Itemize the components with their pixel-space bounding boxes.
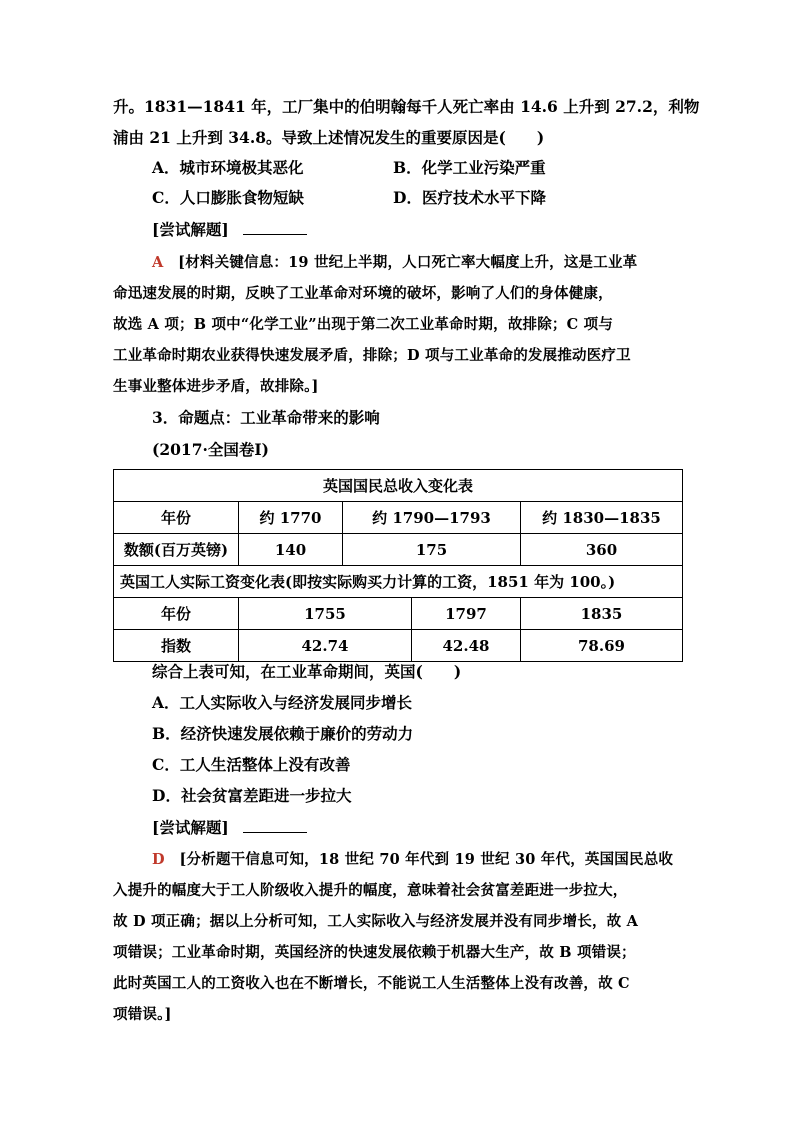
- q3-stem: 综合上表可知，在工业革命期间，英国( ): [152, 662, 462, 681]
- q2-explanation-line-4: 工业革命时期农业获得快速发展矛盾，排除；D 项与工业革命的发展推动医疗卫: [113, 347, 631, 364]
- table-cell: 1755: [239, 598, 412, 630]
- q3-explanation-line-2: 入提升的幅度大于工人阶级收入提升的幅度，意味着社会贫富差距进一步拉大，: [113, 882, 628, 899]
- table-cell: 42.74: [239, 630, 412, 662]
- q3-option-a: A．工人实际收入与经济发展同步增长: [152, 693, 413, 712]
- answer-blank: [243, 818, 307, 833]
- q2-explanation-line-1: A [材料关键信息：19 世纪上半期，人口死亡率大幅度上升，这是工业革: [152, 254, 638, 271]
- q2-explanation-line-2: 命迅速发展的时期，反映了工业革命对环境的破坏，影响了人们的身体健康，: [113, 285, 613, 302]
- q2-option-b: B．化学工业污染严重: [393, 158, 546, 177]
- table-cell: 约 1770: [239, 502, 343, 534]
- q3-explanation-line-5: 此时英国工人的工资收入也在不断增长，不能说工人生活整体上没有改善，故 C: [113, 975, 630, 992]
- table-cell: 360: [521, 534, 683, 566]
- q2-answer: A: [152, 254, 164, 271]
- table-cell: 数额(百万英镑): [114, 534, 239, 566]
- table-cell: 42.48: [412, 630, 521, 662]
- table-cell: 指数: [114, 630, 239, 662]
- income-table: [113, 469, 683, 662]
- table-cell: 约 1790—1793: [343, 502, 521, 534]
- q3-explanation-line-1: D [分析题干信息可知，18 世纪 70 年代到 19 世纪 30 年代，英国国民总收: [152, 851, 674, 868]
- q3-explanation-line-6: 项错误。]: [113, 1006, 172, 1023]
- table-cell: 175: [343, 534, 521, 566]
- table-title-income: 英国国民总收入变化表: [114, 470, 683, 502]
- table-cell: 约 1830—1835: [521, 502, 683, 534]
- q2-option-a: A．城市环境极其恶化: [152, 158, 304, 177]
- answer-blank: [243, 220, 307, 235]
- q2-stem-line-2: 浦由 21 上升到 34.8。导致上述情况发生的重要原因是( ): [113, 128, 545, 147]
- table-cell: 1835: [521, 598, 683, 630]
- table-cell: 1797: [412, 598, 521, 630]
- q3-option-d: D．社会贫富差距进一步拉大: [152, 786, 352, 805]
- table-title-wages: 英国工人实际工资变化表(即按实际购买力计算的工资，1851 年为 100。): [114, 566, 683, 598]
- q2-stem-line-1: 升。1831—1841 年，工厂集中的伯明翰每千人死亡率由 14.6 上升到 27.2，利物: [113, 97, 700, 116]
- table-cell: 140: [239, 534, 343, 566]
- q2-try-label: [尝试解题]: [152, 220, 307, 240]
- q2-option-d: D．医疗技术水平下降: [393, 188, 546, 207]
- table-cell: 年份: [114, 502, 239, 534]
- q3-option-b: B．经济快速发展依赖于廉价的劳动力: [152, 724, 414, 743]
- q2-explanation-line-5: 生事业整体进步矛盾，故排除。]: [113, 378, 319, 395]
- q3-source: (2017·全国卷Ⅰ): [152, 440, 269, 459]
- q3-heading: 3．命题点：工业革命带来的影响: [152, 408, 380, 427]
- q2-option-c: C．人口膨胀食物短缺: [152, 188, 304, 207]
- q3-answer: D: [152, 851, 165, 868]
- q3-option-c: C．工人生活整体上没有改善: [152, 755, 351, 774]
- q3-explanation-line-4: 项错误；工业革命时期，英国经济的快速发展依赖于机器大生产，故 B 项错误；: [113, 944, 636, 961]
- q2-explanation-line-3: 故选 A 项；B 项中“化学工业”出现于第二次工业革命时期，故排除；C 项与: [113, 316, 614, 333]
- table-cell: 年份: [114, 598, 239, 630]
- q3-explanation-line-3: 故 D 项正确；据以上分析可知，工人实际收入与经济发展并没有同步增长，故 A: [113, 913, 639, 930]
- q3-try-label: [尝试解题]: [152, 818, 307, 838]
- table-cell: 78.69: [521, 630, 683, 662]
